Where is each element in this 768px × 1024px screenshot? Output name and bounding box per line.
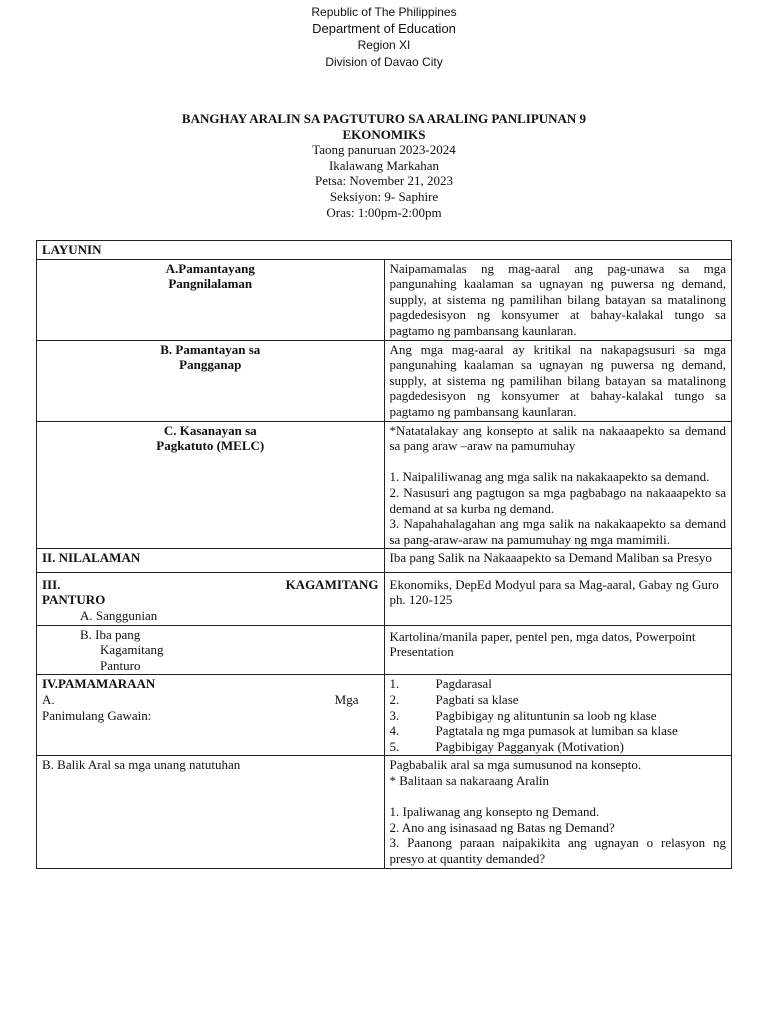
iba-pang-kagamitang-text: Kartolina/manila paper, pentel pen, mga datos, Powerpoint Presentation xyxy=(384,625,732,675)
layunin-heading: LAYUNIN xyxy=(37,241,732,260)
label-line: Panimulang Gawain: xyxy=(42,707,152,723)
sanggunian-label: A. Sanggunian xyxy=(80,608,158,624)
class-section: Seksiyon: 9- Saphire xyxy=(329,188,439,204)
balik-aral-intro: Pagbabalik aral sa mga sumusunod na konsepto. xyxy=(389,757,642,773)
document-title: BANGHAY ARALIN SA PAGTUTURO SA ARALING PANLIPUNAN 9 xyxy=(181,111,587,126)
row-kasanayan-sa-pagkatuto xyxy=(37,421,732,549)
label-line: Pangnilalaman xyxy=(168,276,253,292)
list-item xyxy=(390,676,727,692)
iba-pang-kagamitang-label xyxy=(37,625,385,675)
label-line: Kagamitang xyxy=(100,642,164,658)
row-pamantayan-sa-pangganap xyxy=(37,340,732,421)
label-part: Mga xyxy=(334,692,359,708)
melc-item: 2. Nasusuri ang pagtugon sa mga pagbabago na nakaaapekto sa demand at sa kurba ng demand. xyxy=(389,484,726,516)
label-line xyxy=(42,577,379,593)
row-layunin xyxy=(37,241,732,260)
list-item xyxy=(390,739,727,755)
melc-intro: *Natatalakay ang konsepto at salik na nakaaapekto sa demand sa pang araw –araw na pamumuhay xyxy=(389,422,726,454)
nilalaman-text: Iba pang Salik na Nakaaapekto sa Demand Maliban sa Presyo xyxy=(384,549,732,573)
quarter: Ikalawang Markahan xyxy=(328,157,440,173)
panimulang-gawain-list xyxy=(384,675,732,756)
item-text: Pagtatala ng mga pumasok at lumiban sa klase xyxy=(435,723,678,739)
pamamaraan-label xyxy=(37,675,385,756)
label-line: Pangganap xyxy=(179,357,242,373)
review-question: 1. Ipaliwanag ang konsepto ng Demand. xyxy=(389,804,600,820)
list-item xyxy=(390,692,727,708)
balik-aral-label: B. Balik Aral sa mga unang natutuhan xyxy=(37,756,385,868)
item-number: 1. xyxy=(389,676,400,692)
kagamitang-panturo-label xyxy=(37,572,385,625)
letterhead xyxy=(0,4,768,70)
row-iba-pang-kagamitang-panturo xyxy=(37,625,732,675)
lesson-plan-title-block xyxy=(0,111,768,220)
melc-item: 3. Napahahalagahan ang mga salik na nakakaapekto sa demand sa pang-araw-araw na pamumuhay ng mga mamimili. xyxy=(389,516,726,547)
balitaan-line: * Balitaan sa nakaraang Aralin xyxy=(389,773,550,788)
kasanayan-sa-pagkatuto-label xyxy=(37,421,385,549)
label-line: PANTURO xyxy=(42,592,106,608)
sanggunian-text: Ekonomiks, DepEd Modyul para sa Mag-aaral, Gabay ng Guro ph. 120-125 xyxy=(384,572,732,625)
label-line xyxy=(42,692,379,708)
kasanayan-sa-pagkatuto-content xyxy=(384,421,732,549)
row-pamamaraan xyxy=(37,675,732,756)
balik-aral-content xyxy=(384,756,732,868)
item-text: Pagbati sa klase xyxy=(435,692,519,708)
label-line: B. Iba pang xyxy=(80,626,141,642)
label-line: Panturo xyxy=(100,657,141,673)
label-part: III. xyxy=(42,576,61,592)
department-line: Department of Education xyxy=(312,20,456,36)
review-question: 3. Paanong paraan naipakikita ang ugnayan o relasyon ng presyo at quantity demanded? xyxy=(389,835,726,866)
row-kagamitang-panturo xyxy=(37,572,732,625)
row-nilalaman xyxy=(37,549,732,573)
republic-line: Republic of The Philippines xyxy=(311,5,457,19)
label-line: B. Pamantayan sa xyxy=(160,341,261,357)
item-text: Pagbibigay ng alituntunin sa loob ng klase xyxy=(435,707,657,723)
melc-item: 1. Naipaliliwanag ang mga salik na nakakaapekto sa demand. xyxy=(389,469,710,485)
label-part: KAGAMITANG xyxy=(285,576,379,592)
label-line: Pagkatuto (MELC) xyxy=(156,438,265,454)
item-number: 3. xyxy=(389,707,400,723)
label-line: A.Pamantayang xyxy=(165,260,255,276)
list-item xyxy=(390,708,727,724)
division-line: Division of Davao City xyxy=(325,54,443,69)
item-text: Pagdarasal xyxy=(435,676,492,692)
pamantayan-sa-pangganap-label xyxy=(37,340,385,421)
list-item xyxy=(390,723,727,739)
label-part: A. xyxy=(42,692,55,708)
subject-title: EKONOMIKS xyxy=(342,126,426,142)
item-number: 2. xyxy=(389,692,400,708)
nilalaman-label: II. NILALAMAN xyxy=(37,549,385,573)
label-line: C. Kasanayan sa xyxy=(163,422,257,438)
item-number: 5. xyxy=(389,738,400,754)
label-line: IV.PAMAMARAAN xyxy=(42,676,156,692)
row-pamantayang-pangnilalaman xyxy=(37,259,732,340)
lesson-date: Petsa: November 21, 2023 xyxy=(315,173,453,189)
row-balik-aral xyxy=(37,756,732,868)
class-time: Oras: 1:00pm-2:00pm xyxy=(326,204,442,220)
region-line: Region XI xyxy=(357,38,411,52)
item-number: 4. xyxy=(389,723,400,739)
review-question: 2. Ano ang isinasaad ng Batas ng Demand? xyxy=(389,819,615,835)
pamantayang-pangnilalaman-text: Naipamamalas ng mag-aaral ang pag-unawa sa mga pangunahing kaalaman sa ugnayan ng puwersa ng demand, supply, at sistema ng pamilihan bilang batayan sa matalinong pagdedesisyon ng konsyumer at bahay-kalakal tungo sa pagtamo ng pambansang kaunlaran. xyxy=(384,259,732,340)
school-year: Taong panuruan 2023-2024 xyxy=(312,142,456,158)
item-text: Pagbibigay Pagganyak (Motivation) xyxy=(435,738,624,754)
pamantayan-sa-pangganap-text: Ang mga mag-aaral ay kritikal na nakapagsusuri sa mga pangunahing kaalaman sa ugnayan ng puwersa ng demand, supply, at sistema ng pamilihan bilang batayan sa matalinong pagdedesisyon ng konsyumer at bahay-kalakal tungo sa pagtamo ng pambansang kaunlaran. xyxy=(384,340,732,421)
pamantayang-pangnilalaman-label xyxy=(37,259,385,340)
lesson-plan-table xyxy=(36,240,732,869)
